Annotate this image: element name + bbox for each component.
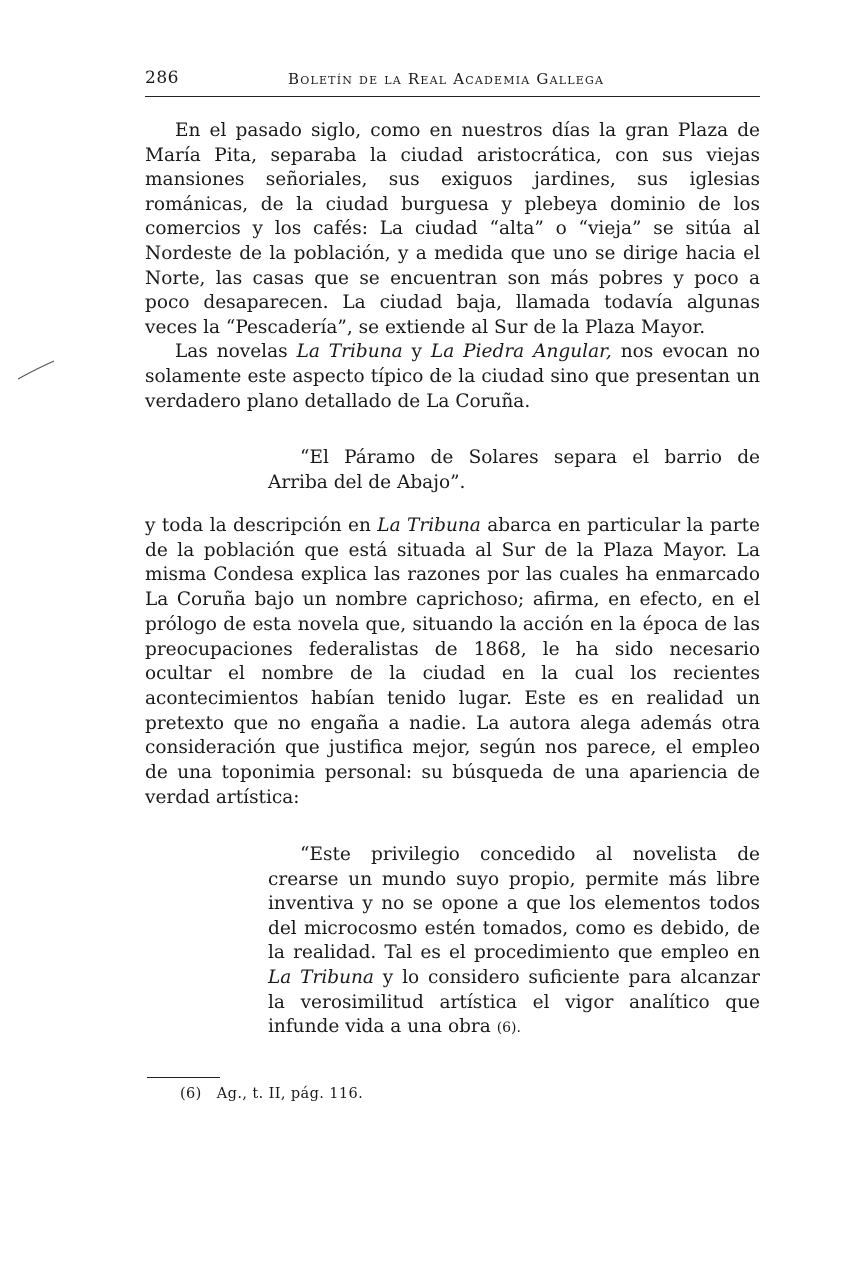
main-text-block-2 xyxy=(145,514,760,810)
footnote: (6) Ag., t. II, pág. 116. xyxy=(180,1086,364,1102)
paragraph-1: En el pasado siglo, como en nuestros días la gran Plaza de María Pita, separaba la ciudad aristocrática, con sus viejas mansiones señoriales, sus exiguos jardines, sus iglesias románicas, de la ciudad burguesa y plebeya dominio de los comercios y los cafés: La ciudad “alta” o “vieja” se sitúa al Nordeste de la población, y a medida que uno se dirige hacia el Norte, las casas que se encuentran son más pobres y poco a poco desaparecen. La ciudad baja, llamada todavía algunas veces la “Pescadería”, se extiende al Sur de la Plaza Mayor. xyxy=(145,120,760,338)
novel-title: La Tribuna xyxy=(296,341,403,363)
novel-title: La Tribuna xyxy=(268,966,374,988)
main-text-block xyxy=(145,119,760,414)
running-title: Boletín de la Real Academia Gallega xyxy=(288,70,605,88)
novel-title: La Tribuna xyxy=(377,515,481,536)
block-quote-2 xyxy=(268,843,760,1041)
page-number: 286 xyxy=(145,68,179,88)
margin-pencil-mark xyxy=(16,359,56,381)
page-header xyxy=(145,66,760,97)
paragraph-2: Las novelas La Tribuna y La Piedra Angular, nos evocan no solamente este aspecto típico de la ciudad sino que presentan un verdadero plano detallado de La Coruña. xyxy=(145,341,761,412)
block-quote-1 xyxy=(268,446,760,495)
footnote-divider xyxy=(147,1077,220,1078)
novel-title: La Piedra Angular, xyxy=(430,341,612,363)
quote-text: “El Páramo de Solares separa el barrio de Arriba del de Abajo”. xyxy=(268,447,760,493)
paragraph-3: y toda la descripción en La Tribuna abarca en particular la parte de la población que está situada al Sur de la Plaza Mayor. La misma Condesa explica las razones por las cuales ha enmarcado La Coruña bajo un nombre caprichoso; afirma, en efecto, en el prólogo de esta novela que, situando la acción en la época de las preocupaciones federalistas de 1868, le ha sido necesario ocultar el nombre de la ciudad en la cual los recientes acontecimientos habían tenido lugar. Este es en realidad un pretexto que no engaña a nadie. La autora alega además otra consideración que justifica mejor, según nos parece, el empleo de una toponimia personal: su búsqueda de una apariencia de verdad artística: xyxy=(145,515,761,808)
quote-text: “Este privilegio concedido al novelista de crearse un mundo suyo propio, permite más libre inventiva y no se opone a que los elementos todos del microcosmo estén tomados, como es debido, de la realidad. Tal es el procedimiento que empleo en La Tribuna y lo considero suficiente para alcanzar la verosimilitud artística el vigor analítico que infunde vida a una obra (6). xyxy=(268,844,761,1038)
footnote-reference: (6). xyxy=(496,1020,521,1037)
